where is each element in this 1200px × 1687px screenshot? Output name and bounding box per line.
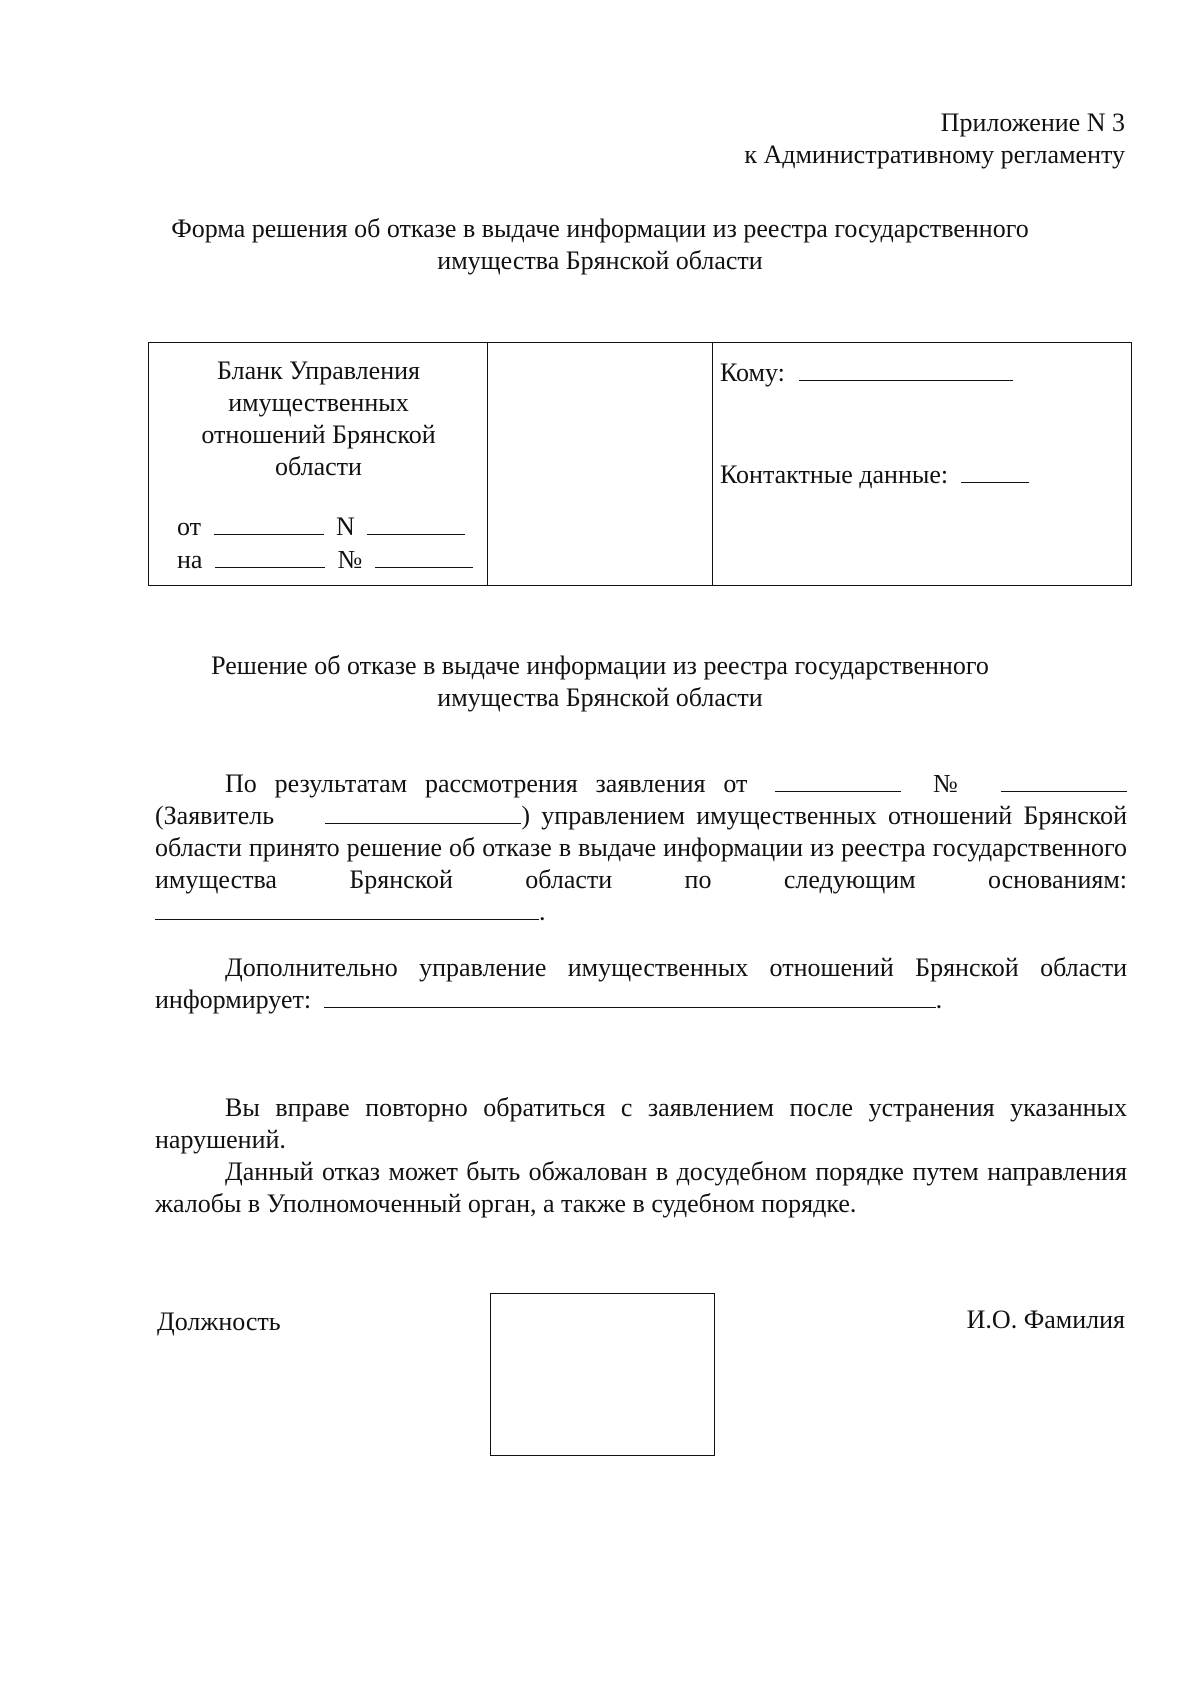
from-date-blank	[214, 512, 324, 535]
annex-number: Приложение N 3	[940, 108, 1125, 137]
grounds-blank	[155, 897, 539, 920]
paragraph-additional: Дополнительно управление имущественных отношений Брянской области информирует: .	[155, 953, 1127, 1014]
p2-text: Дополнительно управление имущественных отношений Брянской области информирует:	[155, 953, 1127, 1014]
p1-no-label: №	[933, 769, 970, 798]
outgoing-reg-line	[177, 511, 465, 543]
incoming-reg-line	[177, 544, 473, 576]
to-label: Кому:	[720, 358, 785, 387]
n-label: N	[336, 512, 355, 541]
decision-title-line-1: Решение об отказе в выдаче информации из реестра государственного	[211, 651, 989, 680]
paragraph-grounds: По результатам рассмотрения заявления от № (Заявитель ) управлением имущественных отношений Брянской области принято решение об отказе в выдаче информации из реестра государственного имущества Брянской области по следующим основаниям: .	[155, 769, 1128, 926]
on-label: на	[177, 545, 203, 574]
additional-info-blank	[324, 985, 936, 1008]
letterhead-title	[149, 355, 488, 483]
header-table	[148, 342, 1132, 586]
form-title-line-2: имущества Брянской области	[437, 246, 763, 275]
decision-title	[150, 650, 1050, 714]
outgoing-number-blank	[367, 512, 465, 535]
contacts-label: Контактные данные:	[720, 460, 949, 489]
spacer-cell	[488, 343, 713, 585]
application-number-blank	[1001, 769, 1127, 792]
signature-position: Должность	[157, 1307, 281, 1336]
no-label: №	[337, 545, 363, 574]
paragraph-appeal: Данный отказ может быть обжалован в досудебном порядке путем направления жалобы в Уполномоченный орган, а также в судебном порядке.	[155, 1157, 1127, 1218]
form-title	[150, 213, 1050, 277]
paragraph-reapply: Вы вправе повторно обратиться с заявлением после устранения указанных нарушений.	[155, 1093, 1127, 1154]
application-date-blank	[775, 769, 901, 792]
letterhead-line-4: области	[275, 452, 362, 481]
annex-header	[744, 107, 1125, 171]
recipient-line	[720, 357, 1013, 389]
form-title-line-1: Форма решения об отказе в выдаче информации из реестра государственного	[171, 214, 1029, 243]
from-label: от	[177, 512, 202, 541]
contacts-line	[720, 459, 1029, 491]
p1-text-a: По результатам рассмотрения заявления от	[225, 769, 748, 798]
p1-text-b: (Заявитель	[155, 801, 275, 830]
recipient-cell	[713, 343, 1131, 585]
annex-reference: к Административному регламенту	[744, 140, 1125, 169]
p1-text-c: ) управлением имущественных отношений Брянской области принято решение об отказе в выдаче информации из реестра государственного имущества Брянской области по следующим основаниям:	[155, 801, 1128, 894]
on-date-blank	[215, 545, 325, 568]
contacts-blank	[961, 460, 1029, 483]
signature-box	[490, 1293, 715, 1456]
letterhead-line-2: имущественных	[228, 388, 409, 417]
signature-name: И.О. Фамилия	[966, 1305, 1125, 1334]
applicant-blank	[325, 801, 521, 824]
incoming-number-blank	[375, 545, 473, 568]
letterhead-line-1: Бланк Управления	[217, 356, 420, 385]
letterhead-line-3: отношений Брянской	[201, 420, 436, 449]
decision-title-line-2: имущества Брянской области	[437, 683, 763, 712]
letterhead-cell	[149, 343, 488, 585]
recipient-blank	[799, 358, 1013, 381]
